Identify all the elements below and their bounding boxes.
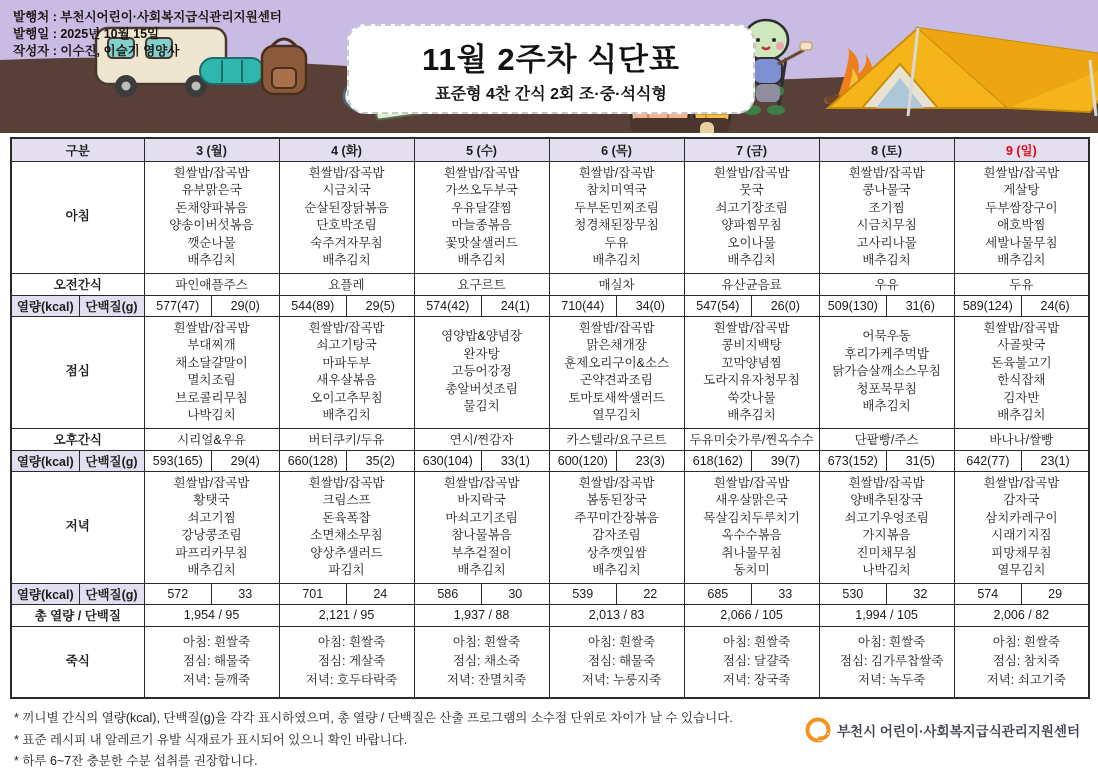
- dinner-cell: 흰쌀밥/잡곡밥 크림스프 돈육폭찹 소면채소무침 양상추샐러드 파김치: [279, 471, 414, 583]
- table-row: [11, 316, 1089, 428]
- kcal-label: 열량(kcal): [11, 450, 79, 471]
- am_snack-cell: 파인애플주스: [144, 273, 279, 295]
- dinner-cell: 흰쌀밥/잡곡밥 감자국 삼치카레구이 시래기지짐 피망채무침 열무김치: [954, 471, 1089, 583]
- pm_snack-cell: 시리얼&우유: [144, 428, 279, 450]
- protein-value: 29(5): [347, 295, 415, 316]
- porridge-cell: 아침: 흰쌀죽 점심: 참치죽 저녁: 쇠고기죽: [954, 626, 1089, 698]
- kcal-value: 539: [549, 583, 617, 604]
- header-band: [0, 0, 1098, 133]
- kcal-value: 685: [684, 583, 752, 604]
- table-row: [11, 138, 1089, 161]
- breakfast-cell: 흰쌀밥/잡곡밥 가쓰오두부국 우유달걀찜 마늘종볶음 꽃맛살샐러드 배추김치: [414, 161, 549, 273]
- pm_snack-cell: 연시/찐감자: [414, 428, 549, 450]
- am_snack-row-label: 오전간식: [11, 273, 144, 295]
- protein-value: 34(0): [617, 295, 685, 316]
- porridge-cell: 아침: 흰쌀죽 점심: 해물죽 저녁: 들깨죽: [144, 626, 279, 698]
- menu-table: [10, 137, 1090, 699]
- protein-label: 단백질(g): [79, 583, 144, 604]
- breakfast-cell: 흰쌀밥/잡곡밥 콩나물국 조기찜 시금치무침 고사리나물 배추김치: [819, 161, 954, 273]
- day-header: 6 (목): [549, 138, 684, 161]
- lunch-cell: 흰쌀밥/잡곡밥 맑은채개장 훈제오리구이&소스 곤약견과조림 토마토새싹샐러드 열무김치: [549, 316, 684, 428]
- kcal-value: 547(54): [684, 295, 752, 316]
- kcal-value: 600(120): [549, 450, 617, 471]
- pm_snack-cell: 두유미숫가루/찐옥수수: [684, 428, 819, 450]
- kcal-value: 530: [819, 583, 887, 604]
- menu-table-body: [11, 138, 1089, 698]
- kcal-value: 630(104): [414, 450, 482, 471]
- table-row: [11, 604, 1089, 626]
- kcal-value: 572: [144, 583, 212, 604]
- protein-value: 22: [617, 583, 685, 604]
- porridge-cell: 아침: 흰쌀죽 점심: 게살죽 저녁: 호두타락죽: [279, 626, 414, 698]
- day-header: 9 (일): [954, 138, 1089, 161]
- table-row: [11, 295, 1089, 316]
- day-header: 8 (토): [819, 138, 954, 161]
- protein-value: 29(0): [212, 295, 280, 316]
- dinner-cell: 흰쌀밥/잡곡밥 양배추된장국 쇠고기우엉조림 가지볶음 진미채무침 나박김치: [819, 471, 954, 583]
- protein-value: 31(6): [887, 295, 955, 316]
- kcal-value: 577(47): [144, 295, 212, 316]
- footer-logo: [805, 717, 1080, 743]
- publisher-info: [13, 9, 282, 60]
- kcal-value: 673(152): [819, 450, 887, 471]
- publisher-line: 발행처 : 부천시어린이·사회복지급식관리지원센터: [13, 10, 282, 24]
- sleeping-bag-illustration: [200, 58, 264, 84]
- protein-value: 30: [482, 583, 550, 604]
- kcal-value: 509(130): [819, 295, 887, 316]
- protein-value: 23(1): [1022, 450, 1090, 471]
- table-row: [11, 583, 1089, 604]
- protein-value: 26(0): [752, 295, 820, 316]
- protein-value: 33: [752, 583, 820, 604]
- tent-illustration: [828, 28, 1098, 116]
- kcal-value: 574: [954, 583, 1022, 604]
- corner-label: 구분: [11, 138, 144, 161]
- kcal-value: 586: [414, 583, 482, 604]
- total-cell: 2,013 / 83: [549, 604, 684, 626]
- kcal-label: 열량(kcal): [11, 295, 79, 316]
- issue-date-line: 발행일 : 2025년 10월 15일: [13, 27, 160, 41]
- table-row: [11, 626, 1089, 698]
- table-row: [11, 428, 1089, 450]
- lunch-cell: 어묵우동 후리가케주먹밥 닭가슴살깨소스무침 청포묵무침 배추김치: [819, 316, 954, 428]
- table-row: [11, 471, 1089, 583]
- lunch-cell: 흰쌀밥/잡곡밥 쇠고기탕국 마파두부 새우살볶음 오이고추무침 배추김치: [279, 316, 414, 428]
- table-row: [11, 273, 1089, 295]
- pm_snack-cell: 버터쿠키/두유: [279, 428, 414, 450]
- kcal-value: 701: [279, 583, 347, 604]
- protein-value: 29: [1022, 583, 1090, 604]
- author-line: 작성자 : 이수진, 이슬기 영양사: [13, 44, 180, 58]
- protein-value: 32: [887, 583, 955, 604]
- am_snack-cell: 요플레: [279, 273, 414, 295]
- breakfast-cell: 흰쌀밥/잡곡밥 참치미역국 두부돈민찌조림 청경채된장무침 두유 배추김치: [549, 161, 684, 273]
- protein-value: 24(1): [482, 295, 550, 316]
- protein-label: 단백질(g): [79, 450, 144, 471]
- page-title: 11월 2주차 식단표: [422, 42, 680, 77]
- breakfast-cell: 흰쌀밥/잡곡밥 뭇국 쇠고기장조림 양파찜무침 오이나물 배추김치: [684, 161, 819, 273]
- lunch-cell: 흰쌀밥/잡곡밥 부대찌개 채소달걀말이 멸치조림 브로콜리무침 나박김치: [144, 316, 279, 428]
- porridge-cell: 아침: 흰쌀죽 점심: 채소죽 저녁: 잔멸치죽: [414, 626, 549, 698]
- dinner-cell: 흰쌀밥/잡곡밥 봄동된장국 주꾸미간장볶음 감자조림 상추깻잎쌈 배추김치: [549, 471, 684, 583]
- am_snack-cell: 매실차: [549, 273, 684, 295]
- am_snack-cell: 유산균음료: [684, 273, 819, 295]
- day-header: 5 (수): [414, 138, 549, 161]
- kcal-value: 544(89): [279, 295, 347, 316]
- pm_snack-cell: 카스텔라/요구르트: [549, 428, 684, 450]
- total-cell: 2,066 / 105: [684, 604, 819, 626]
- total-row-label: 총 열량 / 단백질: [11, 604, 144, 626]
- kcal-value: 618(162): [684, 450, 752, 471]
- protein-value: 39(7): [752, 450, 820, 471]
- breakfast-cell: 흰쌀밥/잡곡밥 게살탕 두부쌈장구이 애호박찜 세발나물무침 배추김치: [954, 161, 1089, 273]
- kcal-value: 710(44): [549, 295, 617, 316]
- breakfast-cell: 흰쌀밥/잡곡밥 유부맑은국 돈채양파볶음 양송이버섯볶음 깻순나물 배추김치: [144, 161, 279, 273]
- am_snack-cell: 두유: [954, 273, 1089, 295]
- pm_snack-row-label: 오후간식: [11, 428, 144, 450]
- center-smiley-icon: [805, 717, 831, 743]
- porridge-cell: 아침: 흰쌀죽 점심: 김가루찹쌀죽 저녁: 녹두죽: [819, 626, 954, 698]
- lunch-row-label: 점심: [11, 316, 144, 428]
- pm_snack-cell: 단팥빵/주스: [819, 428, 954, 450]
- day-header: 3 (월): [144, 138, 279, 161]
- breakfast-cell: 흰쌀밥/잡곡밥 시금치국 순살된장닭볶음 단호박조림 숙주겨자무침 배추김치: [279, 161, 414, 273]
- protein-label: 단백질(g): [79, 295, 144, 316]
- kcal-value: 589(124): [954, 295, 1022, 316]
- porridge-row-label: 죽식: [11, 626, 144, 698]
- protein-value: 35(2): [347, 450, 415, 471]
- dinner-row-label: 저녁: [11, 471, 144, 583]
- footnote-2: * 표준 레시피 내 알레르기 유발 식재료가 표시되어 있으니 확인 바랍니다.: [14, 732, 408, 747]
- porridge-cell: 아침: 흰쌀죽 점심: 달걀죽 저녁: 장국죽: [684, 626, 819, 698]
- total-cell: 1,937 / 88: [414, 604, 549, 626]
- pm_snack-cell: 바나나/쌀빵: [954, 428, 1089, 450]
- lunch-cell: 흰쌀밥/잡곡밥 콩비지백탕 꼬막양념찜 도라지유자청무침 쑥갓나물 배추김치: [684, 316, 819, 428]
- kcal-label: 열량(kcal): [11, 583, 79, 604]
- total-cell: 2,006 / 82: [954, 604, 1089, 626]
- footnote-3: * 하루 6~7잔 충분한 수분 섭취를 권장합니다.: [14, 754, 258, 768]
- am_snack-cell: 요구르트: [414, 273, 549, 295]
- total-cell: 1,994 / 105: [819, 604, 954, 626]
- protein-value: 33(1): [482, 450, 550, 471]
- page-subtitle: 표준형 4찬 간식 2회 조·중·석식형: [435, 86, 667, 103]
- kcal-value: 593(165): [144, 450, 212, 471]
- total-cell: 1,954 / 95: [144, 604, 279, 626]
- table-row: [11, 161, 1089, 273]
- footnote-1: * 끼니별 간식의 열량(kcal), 단백질(g)을 각각 표시하였으며, 총 열량 / 단백질은 산출 프로그램의 소수점 단위로 차이가 날 수 있습니다.: [14, 711, 733, 725]
- footer-logo-text: 부천시 어린이·사회복지급식관리지원센터: [837, 724, 1080, 739]
- protein-value: 31(5): [887, 450, 955, 471]
- protein-value: 29(4): [212, 450, 280, 471]
- lunch-cell: 영양밥&양념장 완자탕 고등어강정 총알버섯조림 물김치: [414, 316, 549, 428]
- protein-value: 33: [212, 583, 280, 604]
- kcal-value: 642(77): [954, 450, 1022, 471]
- breakfast-row-label: 아침: [11, 161, 144, 273]
- dinner-cell: 흰쌀밥/잡곡밥 새우살맑은국 목살김치두루치기 옥수수볶음 취나물무침 동치미: [684, 471, 819, 583]
- dinner-cell: 흰쌀밥/잡곡밥 바지락국 마쇠고기조림 참나물볶음 부추겉절이 배추김치: [414, 471, 549, 583]
- am_snack-cell: 우유: [819, 273, 954, 295]
- kcal-value: 574(42): [414, 295, 482, 316]
- day-header: 7 (금): [684, 138, 819, 161]
- day-header: 4 (화): [279, 138, 414, 161]
- porridge-cell: 아침: 흰쌀죽 점심: 해물죽 저녁: 누룽지죽: [549, 626, 684, 698]
- dinner-cell: 흰쌀밥/잡곡밥 황탯국 쇠고기찜 강낭콩조림 파프리카무침 배추김치: [144, 471, 279, 583]
- protein-value: 24(6): [1022, 295, 1090, 316]
- table-row: [11, 450, 1089, 471]
- title-box: [347, 24, 755, 114]
- protein-value: 24: [347, 583, 415, 604]
- protein-value: 23(3): [617, 450, 685, 471]
- lunch-cell: 흰쌀밥/잡곡밥 사골팟국 돈육불고기 한식잡채 김자반 배추김치: [954, 316, 1089, 428]
- total-cell: 2,121 / 95: [279, 604, 414, 626]
- kcal-value: 660(128): [279, 450, 347, 471]
